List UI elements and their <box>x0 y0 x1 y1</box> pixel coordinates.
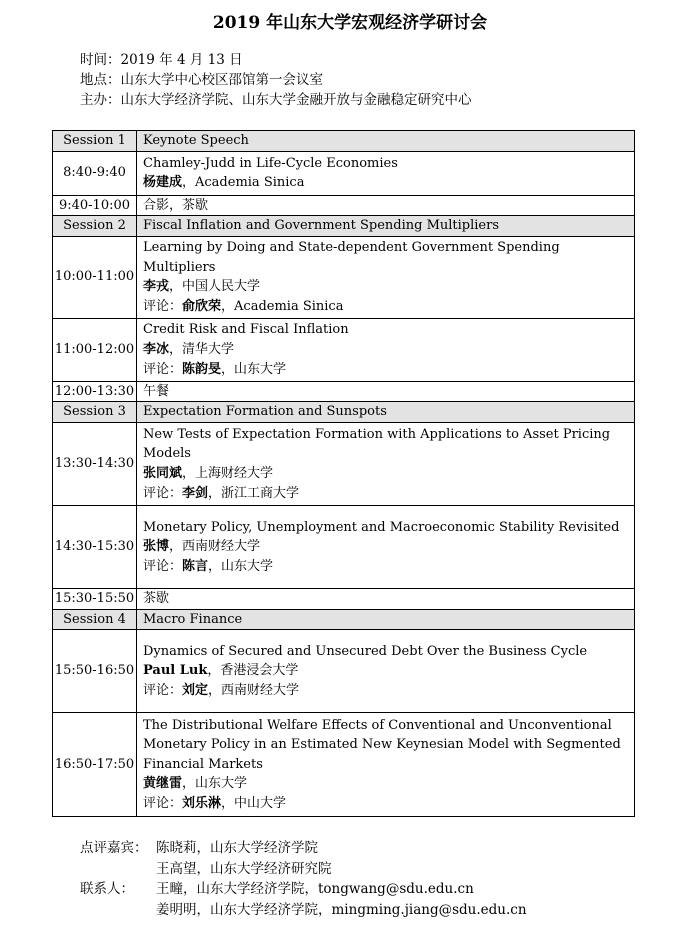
talk-details <box>137 630 635 713</box>
speaker-line <box>143 277 628 297</box>
talk-time: 8:40-9:40 <box>53 151 137 195</box>
session-header <box>53 402 635 423</box>
talk-time: 14:30-15:30 <box>53 505 137 588</box>
session-label: Session 2 <box>53 216 137 237</box>
speaker-affiliation: ，Academia Sinica <box>182 175 305 191</box>
discussant-name: 刘定 <box>182 682 209 698</box>
discussant-affiliation: ，浙江工商大学 <box>208 485 300 501</box>
discussant-label: 评论： <box>143 298 183 314</box>
talk-time: 10:00-11:00 <box>53 236 137 318</box>
discussant-name: 刘乐淋 <box>182 796 222 812</box>
footer <box>80 838 527 920</box>
contact-entry: 姜明明，山东大学经济学院，mingming.jiang@sdu.edu.cn <box>156 901 527 918</box>
talk-details <box>137 318 635 381</box>
break-row <box>53 588 635 609</box>
discussants-label: 点评嘉宾： <box>80 840 148 856</box>
discussant-line <box>143 794 628 814</box>
contacts-row <box>80 879 527 900</box>
talk-time: 15:50-16:50 <box>53 630 137 713</box>
talk-details <box>137 422 635 505</box>
session-header <box>53 216 635 237</box>
discussants-row <box>80 838 527 859</box>
break-label: 茶歇 <box>137 588 635 609</box>
event-host: 主办：山东大学经济学院、山东大学金融开放与金融稳定研究中心 <box>80 92 472 108</box>
talk-row <box>53 505 635 588</box>
discussant-line <box>143 297 628 317</box>
contacts-label: 联系人： <box>80 881 134 897</box>
speaker-name: 张同斌 <box>143 465 183 481</box>
discussant-affiliation: ，山东大学 <box>221 361 287 377</box>
discussant-line <box>143 681 628 701</box>
talk-row <box>53 318 635 381</box>
discussant-line <box>143 557 628 577</box>
discussant-name: 李剑 <box>182 485 209 501</box>
event-info <box>80 50 472 110</box>
speaker-line <box>143 464 628 484</box>
talk-time: 16:50-17:50 <box>53 713 137 817</box>
talk-details <box>137 713 635 817</box>
talk-title: Credit Risk and Fiscal Inflation <box>143 322 349 338</box>
speaker-affiliation: ，山东大学 <box>182 776 248 792</box>
talk-row <box>53 151 635 195</box>
speaker-name: 黄继雷 <box>143 776 183 792</box>
speaker-affiliation: ，清华大学 <box>169 341 235 357</box>
speaker-name: Paul Luk <box>143 663 208 679</box>
discussant-label: 评论： <box>143 485 183 501</box>
contacts-row <box>80 900 527 921</box>
session-header <box>53 131 635 152</box>
talk-row <box>53 422 635 505</box>
discussant-name: 陈言 <box>182 558 209 574</box>
discussant-line <box>143 360 628 380</box>
schedule-table <box>52 130 635 817</box>
session-title: Expectation Formation and Sunspots <box>137 402 635 423</box>
speaker-line <box>143 340 628 360</box>
talk-time: 11:00-12:00 <box>53 318 137 381</box>
talk-title: Dynamics of Secured and Unsecured Debt Over the Business Cycle <box>143 643 588 659</box>
event-place: 地点：山东大学中心校区邵馆第一会议室 <box>80 72 323 88</box>
talk-details <box>137 505 635 588</box>
speaker-name: 杨建成 <box>143 175 183 191</box>
talk-details <box>137 151 635 195</box>
discussant-affiliation: ，Academia Sinica <box>221 298 344 314</box>
speaker-affiliation: ，上海财经大学 <box>182 465 274 481</box>
discussant-label: 评论： <box>143 558 183 574</box>
session-label: Session 3 <box>53 402 137 423</box>
session-label: Session 4 <box>53 609 137 630</box>
contact-entry: 王疃，山东大学经济学院，tongwang@sdu.edu.cn <box>156 881 474 897</box>
session-label: Session 1 <box>53 131 137 152</box>
session-title: Keynote Speech <box>137 131 635 152</box>
discussant-entry: 陈晓莉，山东大学经济学院 <box>156 840 318 856</box>
talk-title: New Tests of Expectation Formation with Applications to Asset Pricing Models <box>143 426 611 462</box>
discussant-entry: 王高望，山东大学经济研究院 <box>156 860 332 877</box>
talk-row <box>53 630 635 713</box>
break-time: 9:40-10:00 <box>53 195 137 216</box>
talk-title: The Distributional Welfare Effects of Conventional and Unconventional Monetary Policy in an Estimated New Keynesian Model with Segmented Financial Markets <box>143 717 621 772</box>
speaker-line <box>143 537 628 557</box>
discussant-label: 评论： <box>143 361 183 377</box>
discussant-label: 评论： <box>143 682 183 698</box>
session-title: Fiscal Inflation and Government Spending Multipliers <box>137 216 635 237</box>
speaker-line <box>143 774 628 794</box>
break-time: 15:30-15:50 <box>53 588 137 609</box>
talk-title: Monetary Policy, Unemployment and Macroeconomic Stability Revisited <box>143 519 620 535</box>
speaker-line <box>143 661 628 681</box>
speaker-name: 李冰 <box>143 341 170 357</box>
talk-row <box>53 236 635 318</box>
speaker-affiliation: ，香港浸会大学 <box>207 663 299 679</box>
discussant-name: 俞欣荣 <box>182 298 222 314</box>
speaker-name: 张博 <box>143 539 170 555</box>
discussants-row <box>80 859 527 880</box>
speaker-name: 李戎 <box>143 279 170 295</box>
session-title: Macro Finance <box>137 609 635 630</box>
discussant-label: 评论： <box>143 796 183 812</box>
page-title: 2019 年山东大学宏观经济学研讨会 <box>212 13 488 33</box>
speaker-affiliation: ，中国人民大学 <box>169 279 261 295</box>
discussant-affiliation: ，中山大学 <box>221 796 287 812</box>
speaker-line <box>143 173 628 193</box>
talk-time: 13:30-14:30 <box>53 422 137 505</box>
discussant-affiliation: ，西南财经大学 <box>208 682 300 698</box>
break-time: 12:00-13:30 <box>53 381 137 402</box>
break-row <box>53 195 635 216</box>
talk-details <box>137 236 635 318</box>
talk-title: Learning by Doing and State-dependent Government Spending Multipliers <box>143 240 560 275</box>
break-label: 合影，茶歇 <box>137 195 635 216</box>
break-row <box>53 381 635 402</box>
speaker-affiliation: ，西南财经大学 <box>169 539 261 555</box>
break-label: 午餐 <box>137 381 635 402</box>
event-time: 时间：2019 年 4 月 13 日 <box>80 52 243 68</box>
session-header <box>53 609 635 630</box>
discussant-affiliation: ，山东大学 <box>208 558 274 574</box>
talk-title: Chamley-Judd in Life-Cycle Economies <box>143 155 398 171</box>
discussant-name: 陈韵旻 <box>182 361 222 377</box>
talk-row <box>53 713 635 817</box>
discussant-line <box>143 484 628 504</box>
